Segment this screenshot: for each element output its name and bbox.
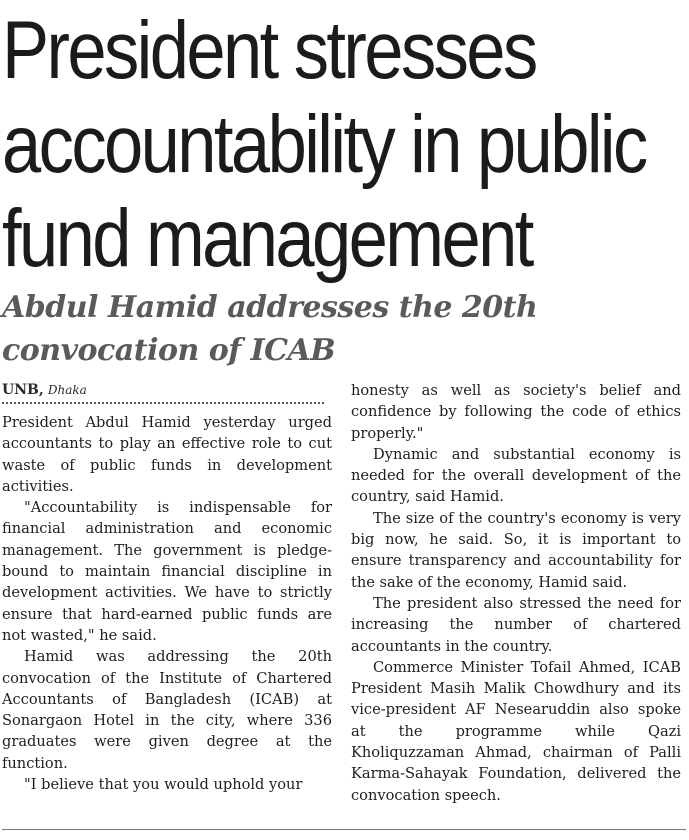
article-paragraph: Commerce Minister Tofail Ahmed, ICAB President Masih Malik Chowdhury and its vice-president AF Nesearuddin also spoke at the programme while Qazi Kholiquzzaman Ahmad, chairman of Palli Karma-Sahayak Foundation, delivered the convocation speech. (351, 658, 681, 804)
byline-divider (2, 402, 324, 404)
headline-line: fund management (2, 193, 532, 284)
subheadline-line: convocation of ICAB (2, 333, 336, 368)
subheadline (2, 286, 686, 372)
byline-place: Dhaka (47, 383, 87, 397)
bottom-divider (2, 829, 686, 830)
byline-agency: UNB, (2, 382, 44, 398)
subheadline-line: Abdul Hamid addresses the 20th (2, 290, 538, 325)
article-paragraph: "I believe that you would uphold your (24, 776, 303, 794)
article-paragraph: The president also stressed the need for increasing the number of chartered accountants in the country. (351, 594, 681, 655)
article-paragraph: honesty as well as society's belief and confidence by following the code of ethics properly." (351, 382, 681, 442)
article-paragraph: President Abdul Hamid yesterday urged accountants to play an effective role to cut waste of public funds in development activities. (2, 414, 332, 495)
article-column-right (351, 380, 681, 806)
headline (2, 4, 646, 286)
article-paragraph: Hamid was addressing the 20th convocation of the Institute of Chartered Accountants of Bangladesh (ICAB) at Sonargaon Hotel in the city, where 336 graduates were given degree at the function. (2, 648, 332, 772)
article-column-left (2, 380, 332, 795)
headline-line: President stresses (2, 5, 536, 96)
article-paragraph: Dynamic and substantial economy is needed for the overall development of the country, said Hamid. (351, 445, 681, 506)
byline (2, 380, 332, 402)
headline-line: accountability in public (2, 99, 646, 190)
article-paragraph: "Accountability is indispensable for financial administration and economic management. The government is pledge-bound to maintain financial discipline in development activities. We have to strictly ensure that hard-earned public funds are not wasted," he said. (2, 499, 332, 644)
article-paragraph: The size of the country's economy is very big now, he said. So, it is important to ensure transparency and accountability for the sake of the economy, Hamid said. (351, 509, 681, 591)
